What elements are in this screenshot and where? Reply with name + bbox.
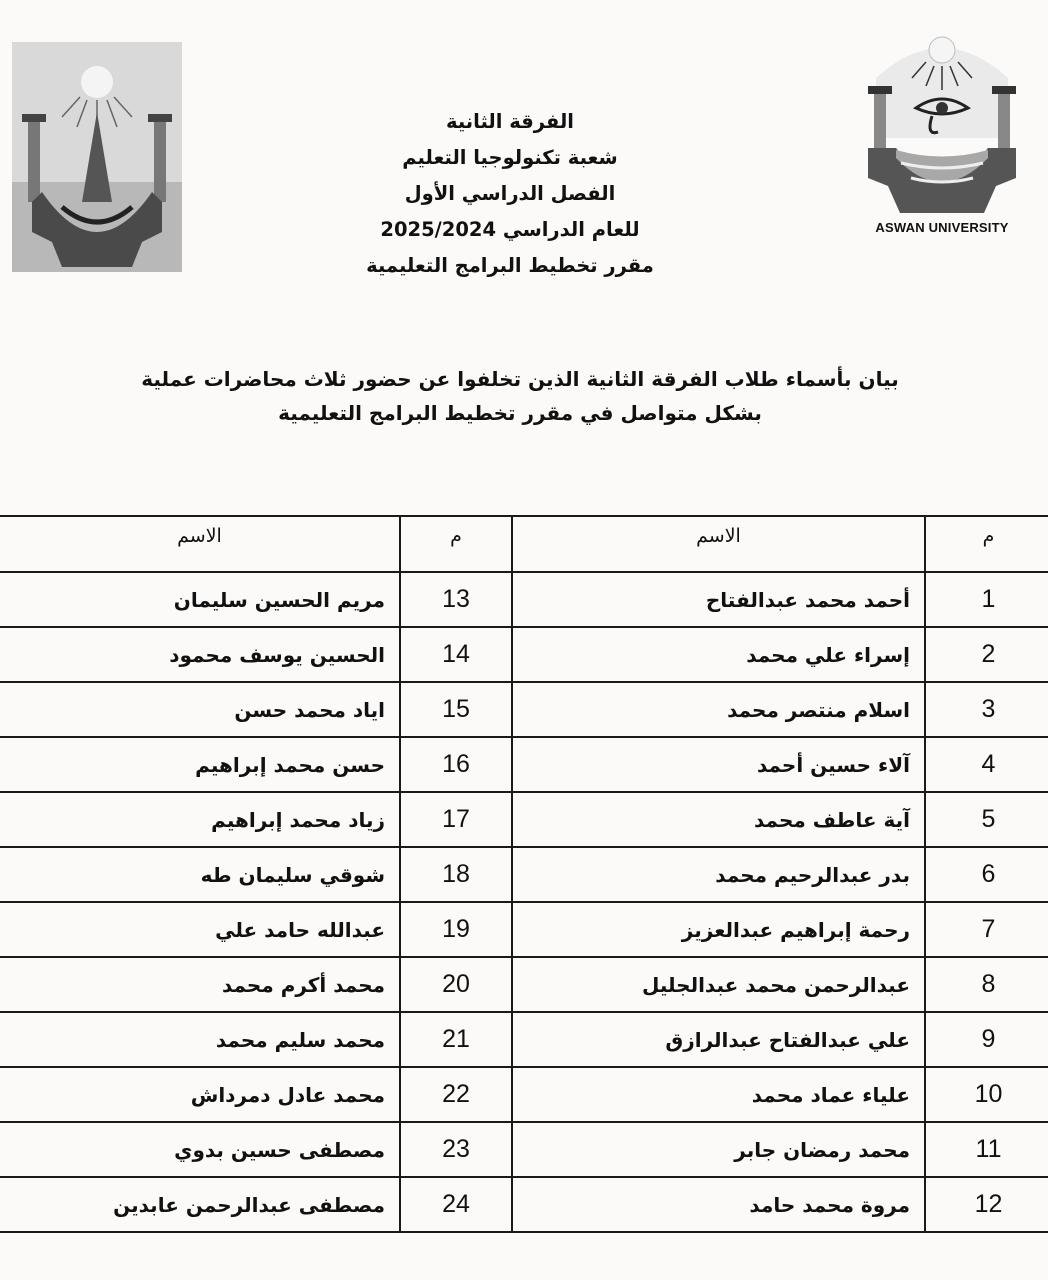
header-course: مقرر تخطيط البرامج التعليمية [366, 254, 654, 277]
faculty-emblem-icon [12, 42, 182, 272]
header-semester: الفصل الدراسي الأول [404, 182, 616, 205]
document-header [330, 104, 690, 284]
student-name: آلاء حسين أحمد [512, 737, 925, 792]
row-number: 21 [400, 1012, 512, 1067]
student-name: شوقي سليمان طه [0, 847, 400, 902]
student-name: اسلام منتصر محمد [512, 682, 925, 737]
statement-line-2: بشكل متواصل في مقرر تخطيط البرامج التعليمية [278, 401, 762, 425]
header-name-1: الاسم [512, 516, 925, 572]
statement-line-1: بيان بأسماء طلاب الفرقة الثانية الذين تخلفوا عن حضور ثلاث محاضرات عملية [141, 367, 899, 391]
row-number: 18 [400, 847, 512, 902]
table-row [0, 902, 1048, 957]
header-level: الفرقة الثانية [446, 110, 574, 133]
header-academic-year: للعام الدراسي 2025/2024 [380, 218, 640, 241]
student-name: إسراء علي محمد [512, 627, 925, 682]
header-name-2: الاسم [0, 516, 400, 572]
row-number: 9 [925, 1012, 1048, 1067]
table-row [0, 847, 1048, 902]
student-name: عبدالرحمن محمد عبدالجليل [512, 957, 925, 1012]
student-name: آية عاطف محمد [512, 792, 925, 847]
row-number: 19 [400, 902, 512, 957]
header-num-2: م [400, 516, 512, 572]
student-name: الحسين يوسف محمود [0, 627, 400, 682]
row-number: 5 [925, 792, 1048, 847]
table-row [0, 792, 1048, 847]
student-name: عبدالله حامد علي [0, 902, 400, 957]
row-number: 8 [925, 957, 1048, 1012]
university-emblem-icon [856, 28, 1028, 218]
row-number: 7 [925, 902, 1048, 957]
student-name: حسن محمد إبراهيم [0, 737, 400, 792]
student-name: مروة محمد حامد [512, 1177, 925, 1232]
table-row [0, 1122, 1048, 1177]
row-number: 1 [925, 572, 1048, 627]
row-number: 15 [400, 682, 512, 737]
table-row [0, 957, 1048, 1012]
row-number: 11 [925, 1122, 1048, 1177]
row-number: 12 [925, 1177, 1048, 1232]
statement [80, 362, 960, 430]
student-name: زياد محمد إبراهيم [0, 792, 400, 847]
row-number: 3 [925, 682, 1048, 737]
row-number: 2 [925, 627, 1048, 682]
header-num-1: م [925, 516, 1048, 572]
student-name: مصطفى حسين بدوي [0, 1122, 400, 1177]
student-name: مصطفى عبدالرحمن عابدين [0, 1177, 400, 1232]
table-row [0, 627, 1048, 682]
student-name: محمد رمضان جابر [512, 1122, 925, 1177]
row-number: 14 [400, 627, 512, 682]
student-name: محمد أكرم محمد [0, 957, 400, 1012]
table-header-row [0, 516, 1048, 572]
row-number: 6 [925, 847, 1048, 902]
university-logo [856, 28, 1028, 238]
header-division: شعبة تكنولوجيا التعليم [402, 146, 618, 169]
row-number: 16 [400, 737, 512, 792]
table-row [0, 737, 1048, 792]
student-name: علي عبدالفتاح عبدالرازق [512, 1012, 925, 1067]
row-number: 22 [400, 1067, 512, 1122]
table-row [0, 572, 1048, 627]
faculty-logo [12, 42, 182, 272]
student-name: أحمد محمد عبدالفتاح [512, 572, 925, 627]
absentee-table [0, 515, 1048, 1233]
student-name: محمد عادل دمرداش [0, 1067, 400, 1122]
row-number: 20 [400, 957, 512, 1012]
table-row [0, 1067, 1048, 1122]
table-row [0, 1177, 1048, 1232]
row-number: 13 [400, 572, 512, 627]
row-number: 4 [925, 737, 1048, 792]
student-name: اياد محمد حسن [0, 682, 400, 737]
row-number: 23 [400, 1122, 512, 1177]
student-name: علياء عماد محمد [512, 1067, 925, 1122]
student-name: مريم الحسين سليمان [0, 572, 400, 627]
row-number: 17 [400, 792, 512, 847]
student-name: رحمة إبراهيم عبدالعزيز [512, 902, 925, 957]
row-number: 24 [400, 1177, 512, 1232]
university-caption: ASWAN UNIVERSITY [875, 220, 1009, 235]
student-name: بدر عبدالرحيم محمد [512, 847, 925, 902]
table-row [0, 1012, 1048, 1067]
student-name: محمد سليم محمد [0, 1012, 400, 1067]
table-row [0, 682, 1048, 737]
row-number: 10 [925, 1067, 1048, 1122]
